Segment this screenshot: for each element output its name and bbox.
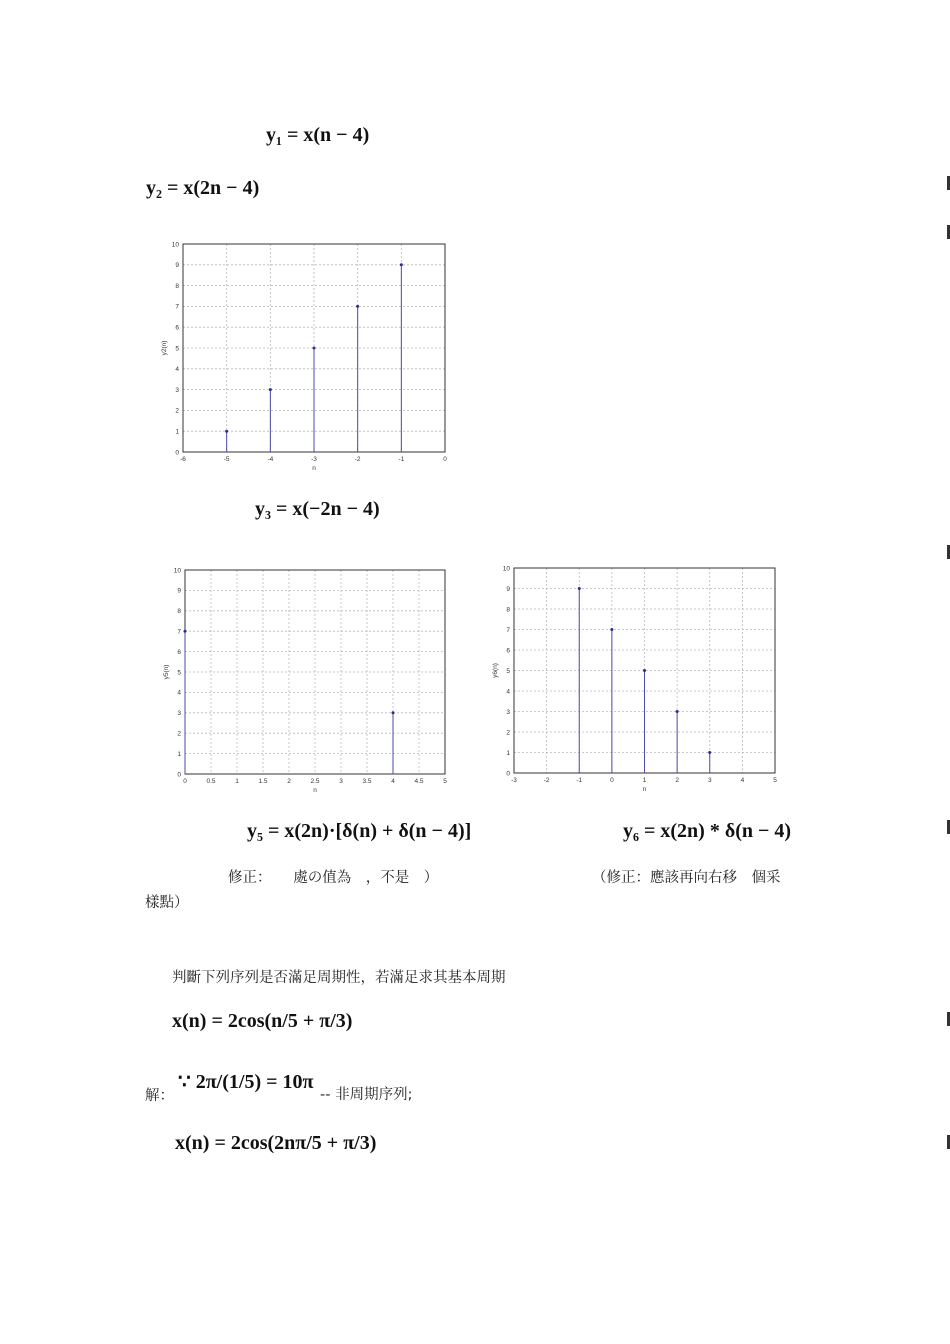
y-tick-label: 3 bbox=[177, 710, 181, 718]
x-tick-label: 0.5 bbox=[206, 778, 216, 785]
x-tick-label: -3 bbox=[311, 456, 317, 463]
stem-marker bbox=[578, 587, 581, 590]
y-tick-label: 7 bbox=[177, 628, 181, 636]
y-tick-label: 7 bbox=[506, 626, 510, 634]
correction-note-left: 修正： 處の值為 ，不是 ） bbox=[228, 870, 439, 886]
equation-y5: y₅ = x(2n)·[δ(n) + δ(n − 4)] bbox=[247, 820, 472, 842]
y-tick-label: 4 bbox=[177, 689, 181, 697]
x-tick-label: 0 bbox=[183, 778, 187, 785]
stem-marker bbox=[610, 628, 613, 631]
y-tick-label: 9 bbox=[506, 585, 510, 593]
stem-marker bbox=[708, 751, 711, 754]
y-tick-label: 8 bbox=[175, 282, 179, 290]
x-tick-label: 3.5 bbox=[362, 778, 372, 785]
x-tick-label: 1 bbox=[235, 778, 239, 785]
solution-label: 解： bbox=[145, 1088, 174, 1104]
y-tick-label: 0 bbox=[177, 771, 181, 779]
x-tick-label: -2 bbox=[354, 456, 361, 463]
y-tick-label: 0 bbox=[506, 770, 510, 778]
y-tick-label: 5 bbox=[177, 669, 181, 677]
x-axis-label: n bbox=[313, 787, 317, 794]
y-axis-label: y2(n) bbox=[161, 340, 168, 356]
x-tick-label: 5 bbox=[773, 777, 777, 784]
y-tick-label: 4 bbox=[175, 366, 179, 374]
chart-y6 bbox=[473, 548, 807, 800]
x-tick-label: 0 bbox=[443, 456, 447, 463]
y-tick-label: 2 bbox=[506, 729, 510, 737]
x-tick-label: -6 bbox=[180, 456, 186, 463]
y-tick-label: 4 bbox=[506, 688, 510, 696]
y-tick-label: 5 bbox=[506, 667, 510, 675]
x-tick-label: 4.5 bbox=[414, 778, 424, 785]
x-tick-label: 2 bbox=[287, 778, 291, 785]
stem-marker bbox=[313, 347, 316, 350]
x-tick-label: -1 bbox=[576, 777, 583, 784]
solution-text: -- 非周期序列; bbox=[320, 1087, 413, 1103]
y-tick-label: 0 bbox=[175, 449, 179, 457]
y-tick-label: 6 bbox=[177, 648, 181, 656]
y-tick-label: 2 bbox=[177, 730, 181, 738]
y-tick-label: 1 bbox=[175, 428, 179, 436]
y-axis-label: y6(n) bbox=[492, 663, 499, 678]
equation-y3: y₃ = x(−2n − 4) bbox=[255, 498, 380, 520]
y-tick-label: 10 bbox=[173, 567, 181, 575]
stem-marker bbox=[356, 305, 359, 308]
x-tick-label: 1 bbox=[642, 777, 647, 784]
x-tick-label: -1 bbox=[398, 456, 405, 463]
y-axis-label: y5(n) bbox=[163, 664, 170, 680]
stem-marker bbox=[269, 388, 272, 391]
y-tick-label: 1 bbox=[506, 749, 510, 757]
x-tick-label: 3 bbox=[707, 777, 712, 784]
correction-note-right: （修正：應該再向右移 個采 bbox=[592, 870, 781, 886]
question-prompt: 判斷下列序列是否滿足周期性，若滿足求其基本周期 bbox=[172, 970, 506, 986]
y-tick-label: 10 bbox=[171, 241, 179, 249]
question-equation-2: x(n) = 2cos(2nπ/5 + π/3) bbox=[175, 1132, 377, 1154]
y-tick-label: 9 bbox=[175, 262, 179, 270]
x-tick-label: -3 bbox=[511, 777, 517, 784]
chart-y2 bbox=[143, 226, 476, 476]
x-tick-label: 4 bbox=[740, 777, 745, 784]
y-tick-label: 2 bbox=[175, 407, 179, 415]
x-tick-label: -5 bbox=[223, 456, 230, 463]
grid bbox=[185, 570, 445, 774]
x-tick-label: -4 bbox=[267, 456, 274, 463]
y-tick-label: 5 bbox=[175, 345, 179, 353]
x-axis-label: n bbox=[312, 465, 316, 472]
x-tick-label: 2 bbox=[675, 777, 679, 784]
y-tick-label: 8 bbox=[177, 608, 181, 616]
y-tick-label: 8 bbox=[506, 606, 510, 614]
y-tick-label: 10 bbox=[502, 565, 510, 573]
x-axis-label: n bbox=[642, 786, 647, 793]
x-tick-label: 2.5 bbox=[310, 778, 320, 785]
stem-marker bbox=[643, 669, 646, 672]
y-tick-label: 1 bbox=[177, 750, 181, 758]
stem-marker bbox=[225, 430, 228, 433]
question-equation-1: x(n) = 2cos(n/5 + π/3) bbox=[172, 1010, 353, 1032]
y-tick-label: 6 bbox=[175, 324, 179, 332]
solution-equation: ∵ 2π/(1/5) = 10π bbox=[178, 1071, 314, 1093]
correction-note-right-cont: 樣點） bbox=[145, 895, 189, 911]
y-tick-label: 9 bbox=[177, 587, 181, 595]
chart-y5 bbox=[143, 550, 473, 800]
x-tick-label: 5 bbox=[443, 778, 447, 785]
equation-y6: y₆ = x(2n) * δ(n − 4) bbox=[623, 820, 792, 842]
x-tick-label: 1.5 bbox=[258, 778, 268, 785]
y-tick-label: 7 bbox=[175, 303, 179, 311]
stem-marker bbox=[184, 630, 187, 633]
y-tick-label: 3 bbox=[506, 708, 510, 716]
x-tick-label: -2 bbox=[543, 777, 550, 784]
x-tick-label: 4 bbox=[391, 778, 395, 785]
equation-y2: y₂ = x(2n − 4) bbox=[146, 177, 260, 199]
y-tick-label: 3 bbox=[175, 386, 179, 394]
stem-marker bbox=[676, 710, 679, 713]
y-tick-label: 6 bbox=[506, 647, 510, 655]
x-tick-label: 3 bbox=[339, 778, 343, 785]
stem-marker bbox=[400, 263, 403, 266]
x-tick-label: 0 bbox=[610, 777, 614, 784]
stem-marker bbox=[392, 711, 395, 714]
equation-y1: y₁ = x(n − 4) bbox=[266, 124, 370, 146]
